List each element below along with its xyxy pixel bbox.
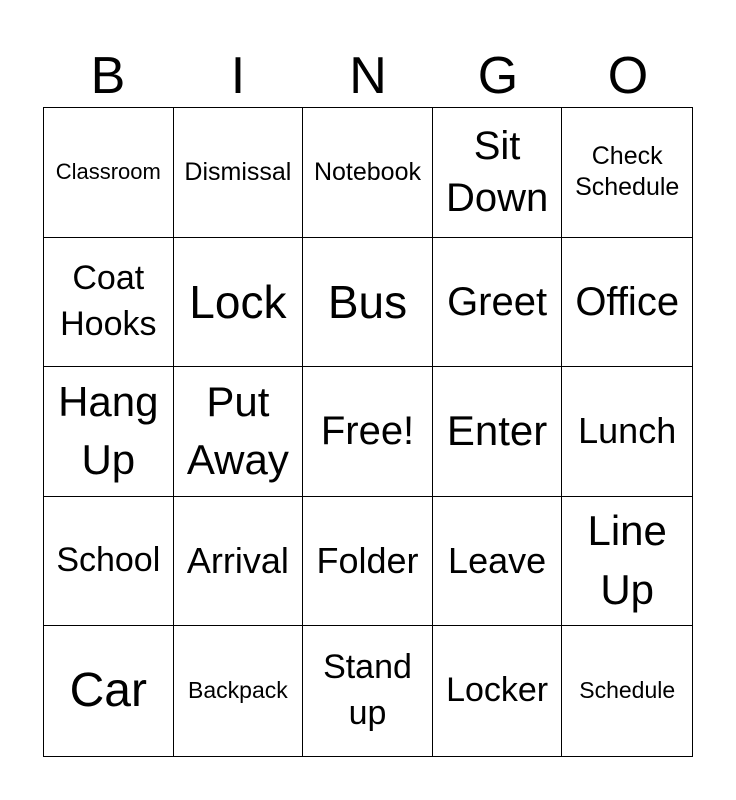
cell-label: Arrival xyxy=(186,539,289,581)
cell-label: Locker xyxy=(446,671,549,710)
bingo-cell[interactable] xyxy=(433,626,563,756)
cell-label: Car xyxy=(69,664,147,718)
cell-label: Folder xyxy=(316,539,419,581)
cell-label: Greet xyxy=(447,279,548,324)
free-space-cell[interactable] xyxy=(303,367,433,497)
header-letter-i: I xyxy=(230,47,246,105)
bingo-cell[interactable] xyxy=(303,238,433,368)
bingo-cell[interactable] xyxy=(562,367,692,497)
cell-label: Leave xyxy=(448,539,547,581)
cell-label: Dismissal xyxy=(184,157,292,186)
bingo-cell[interactable] xyxy=(174,108,304,238)
cell-label: Schedule xyxy=(579,677,676,704)
bingo-cell[interactable] xyxy=(303,497,433,627)
cell-label: Lock xyxy=(189,275,287,328)
bingo-cell[interactable] xyxy=(433,108,563,238)
bingo-cell[interactable] xyxy=(562,626,692,756)
bingo-cell[interactable] xyxy=(44,108,174,238)
bingo-cell[interactable] xyxy=(174,626,304,756)
cell-label: Enter xyxy=(446,407,548,455)
bingo-cell[interactable] xyxy=(433,497,563,627)
bingo-cell[interactable] xyxy=(44,497,174,627)
bingo-cell[interactable] xyxy=(562,497,692,627)
cell-label: School xyxy=(56,541,161,580)
cell-label: Notebook xyxy=(313,157,421,186)
header-letter-n: N xyxy=(349,47,387,105)
cell-label: Put Away xyxy=(186,377,289,484)
free-space-label: Free! xyxy=(320,409,415,454)
cell-label: Classroom xyxy=(55,159,161,185)
bingo-cell[interactable] xyxy=(562,238,692,368)
bingo-cell[interactable] xyxy=(174,238,304,368)
header-letter-g: G xyxy=(477,47,519,105)
cell-label: Coat Hooks xyxy=(60,259,157,343)
cell-label: Bus xyxy=(327,275,408,328)
bingo-cell[interactable] xyxy=(303,108,433,238)
bingo-cell[interactable] xyxy=(44,238,174,368)
header-letter-o: O xyxy=(607,47,649,105)
bingo-cell[interactable] xyxy=(433,238,563,368)
cell-label: Stand up xyxy=(323,648,412,733)
cell-label: Hang Up xyxy=(58,377,159,484)
cell-label: Backpack xyxy=(188,677,288,704)
cell-label: Office xyxy=(575,279,680,324)
bingo-grid xyxy=(43,107,693,757)
bingo-cell[interactable] xyxy=(174,497,304,627)
header-letter-b: B xyxy=(90,47,126,105)
bingo-header xyxy=(43,44,693,108)
cell-label: Line Up xyxy=(587,507,667,614)
bingo-cell[interactable] xyxy=(562,108,692,238)
bingo-cell[interactable] xyxy=(433,367,563,497)
cell-label: Check Schedule xyxy=(575,142,680,202)
cell-label: Lunch xyxy=(578,410,677,452)
cell-label: Sit Down xyxy=(445,124,549,221)
bingo-cell[interactable] xyxy=(44,626,174,756)
bingo-cell[interactable] xyxy=(44,367,174,497)
bingo-cell[interactable] xyxy=(174,367,304,497)
bingo-cell[interactable] xyxy=(303,626,433,756)
